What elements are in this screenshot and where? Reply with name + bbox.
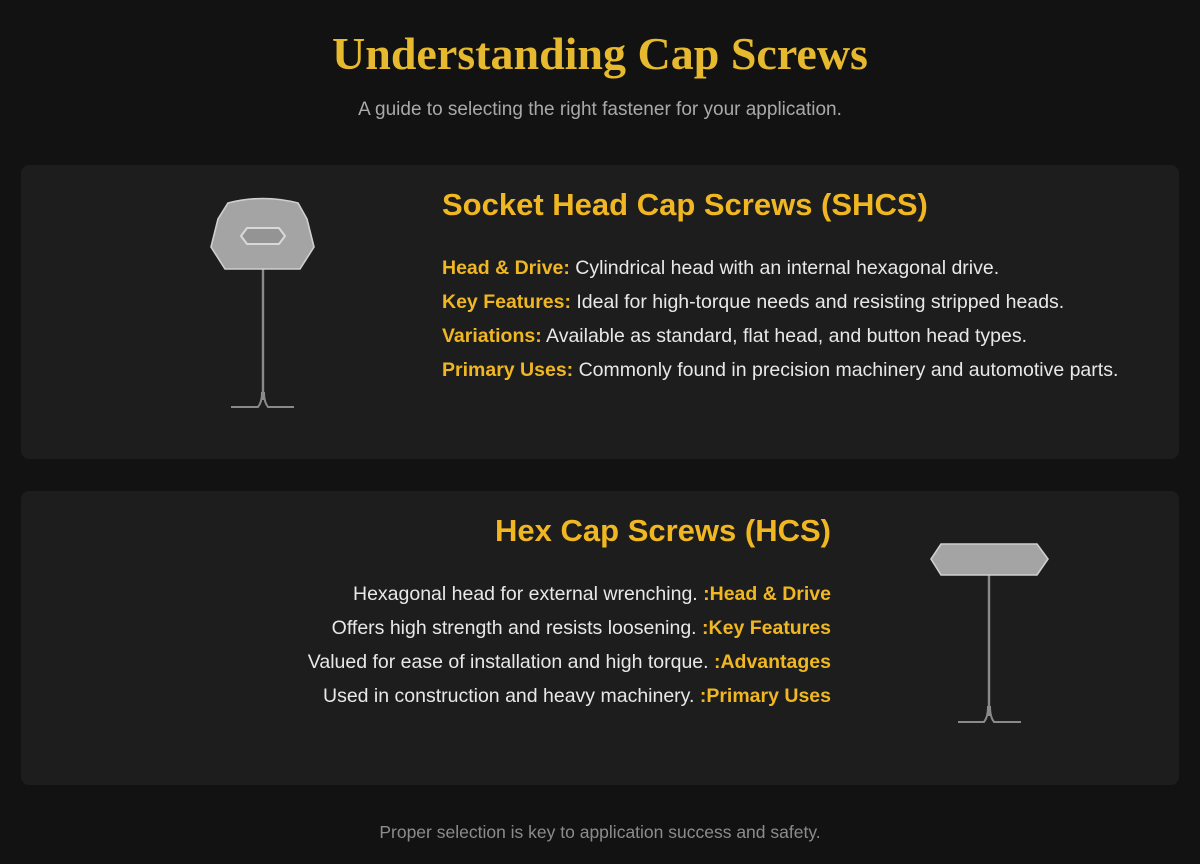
spec-label: :Key Features <box>702 617 831 639</box>
spec-item <box>442 251 1118 285</box>
spec-item <box>308 611 831 645</box>
spec-item <box>308 679 831 713</box>
spec-label: Head & Drive: <box>442 257 570 279</box>
spec-text: Available as standard, flat head, and button head types. <box>546 325 1028 347</box>
spec-label: :Head & Drive <box>703 583 831 605</box>
spec-label: Key Features: <box>442 291 571 313</box>
spec-text: Commonly found in precision machinery and automotive parts. <box>578 359 1119 381</box>
spec-label: :Advantages <box>713 651 831 673</box>
spec-text: Used in construction and heavy machinery. <box>322 685 695 707</box>
page-subtitle: A guide to selecting the right fastener for your application. <box>358 99 842 120</box>
spec-text: Offers high strength and resists loosening. <box>331 617 697 639</box>
spec-list <box>442 251 1118 387</box>
footer-note: Proper selection is key to application success and safety. <box>379 822 821 842</box>
spec-label: Variations: <box>442 325 542 347</box>
spec-text: Cylindrical head with an internal hexagonal drive. <box>575 257 1000 279</box>
card-socket-head-cap-screws <box>21 165 1179 459</box>
spec-list <box>308 577 831 713</box>
spec-label: :Primary Uses <box>699 685 831 707</box>
hex-head-screw-icon <box>906 539 1056 729</box>
card-heading: Hex Cap Screws (HCS) <box>495 513 831 548</box>
card-hex-cap-screws <box>21 491 1179 785</box>
spec-item <box>442 319 1118 353</box>
spec-item <box>308 645 831 679</box>
card-heading: Socket Head Cap Screws (SHCS) <box>442 187 928 222</box>
page-title: Understanding Cap Screws <box>332 28 868 79</box>
spec-item <box>442 353 1118 387</box>
spec-item <box>308 577 831 611</box>
spec-label: Primary Uses: <box>442 359 574 381</box>
spec-text: Valued for ease of installation and high torque. <box>307 651 709 673</box>
spec-text: Hexagonal head for external wrenching. <box>352 583 698 605</box>
socket-head-screw-icon <box>186 197 326 412</box>
spec-item <box>442 285 1118 319</box>
spec-text: Ideal for high-torque needs and resisting stripped heads. <box>576 291 1065 313</box>
